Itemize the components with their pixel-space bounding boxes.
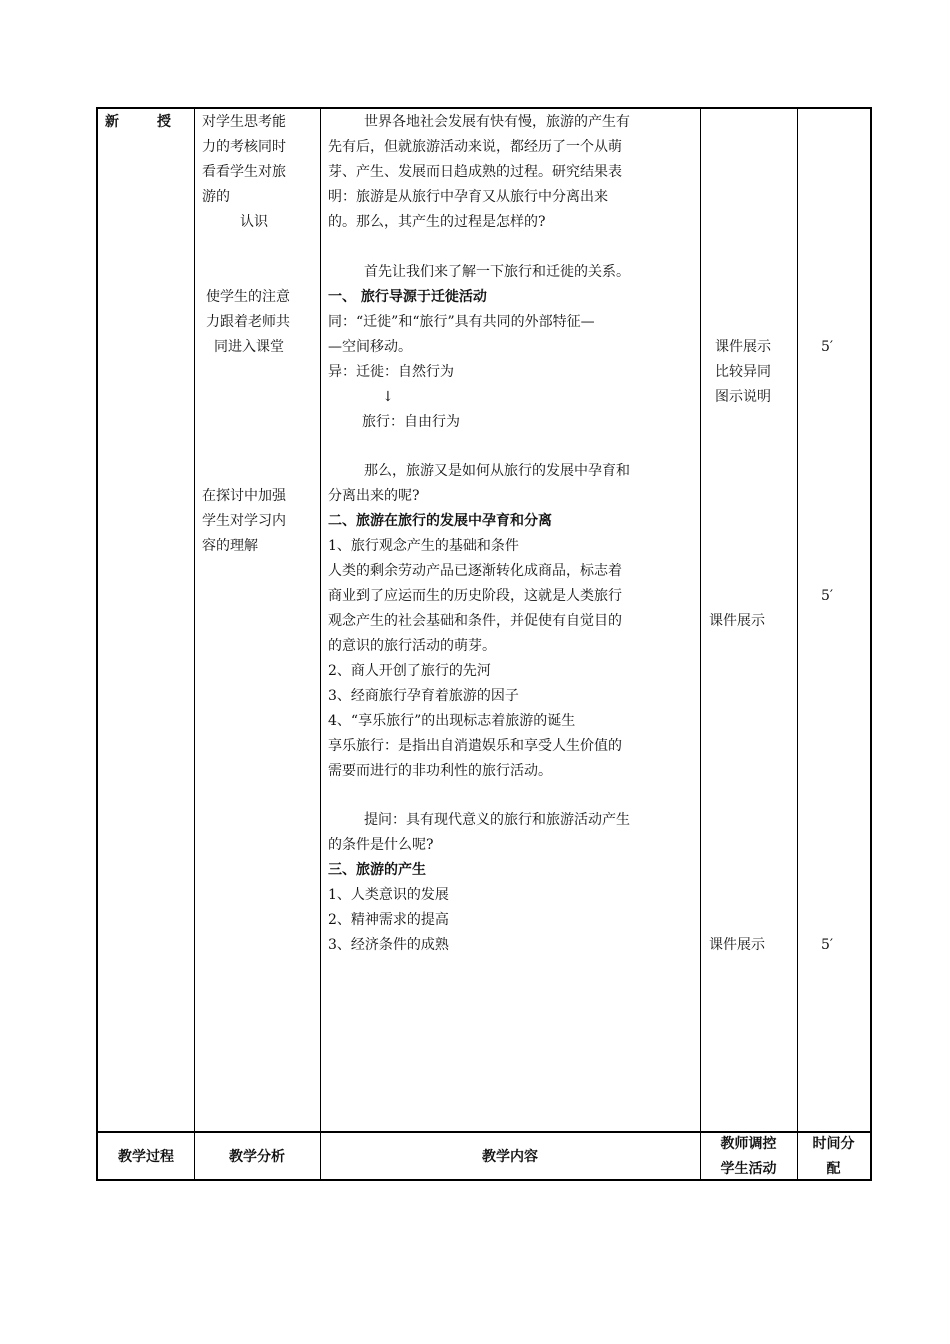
analysis-line: 力跟着老师共 (206, 314, 290, 330)
footer-header-time-2: 配 (826, 1161, 841, 1177)
column-divider (320, 109, 321, 1179)
analysis-line: 游的 (202, 189, 230, 205)
teacher-activity: 图示说明 (715, 389, 771, 405)
column-divider (797, 109, 798, 1179)
teacher-activity: 课件展示 (709, 613, 765, 629)
time-allocation: 5′ (821, 937, 834, 953)
time-allocation: 5′ (821, 339, 834, 355)
teacher-activity: 课件展示 (709, 937, 765, 953)
content-line: 芽、产生、发展而日趋成熟的过程。研究结果表 (328, 164, 622, 180)
content-line: 明：旅游是从旅行中孕育又从旅行中分离出来 (328, 189, 608, 205)
analysis-line: 同进入课堂 (214, 339, 284, 355)
footer-header-time-1: 时间分 (812, 1136, 855, 1152)
content-line: 先有后，但就旅游活动来说，都经历了一个从萌 (328, 139, 622, 155)
footer-header-teacher-2: 学生活动 (720, 1161, 777, 1177)
analysis-line: 力的考核同时 (202, 139, 286, 155)
footer-header-process: 教学过程 (118, 1149, 174, 1165)
content-line: 人类的剩余劳动产品已逐渐转化成商品，标志着 (328, 563, 622, 579)
content-line: 商业到了应运而生的历史阶段，这就是人类旅行 (328, 588, 622, 604)
content-line: 1、人类意识的发展 (328, 887, 449, 903)
content-line: 需要而进行的非功利性的旅行活动。 (328, 763, 552, 779)
analysis-line: 对学生思考能 (202, 114, 286, 130)
column-divider (194, 109, 195, 1179)
content-line: —空间移动。 (328, 339, 412, 355)
content-line: 旅行：自由行为 (362, 414, 460, 430)
footer-header-content: 教学内容 (482, 1149, 538, 1165)
content-line: 2、商人开创了旅行的先河 (328, 663, 491, 679)
content-line: 1、旅行观念产生的基础和条件 (328, 538, 519, 554)
column-divider (700, 109, 701, 1179)
teacher-activity: 比较异同 (715, 364, 771, 380)
teacher-activity: 课件展示 (715, 339, 771, 355)
analysis-line: 学生对学习内 (202, 513, 286, 529)
content-line: 分离出来的呢? (328, 488, 420, 504)
content-line: 世界各地社会发展有快有慢，旅游的产生有 (364, 114, 630, 130)
footer-header-teacher-1: 教师调控 (720, 1136, 777, 1152)
section-title: 二、旅游在旅行的发展中孕育和分离 (328, 513, 552, 529)
content-line: 首先让我们来了解一下旅行和迁徙的关系。 (364, 264, 630, 280)
content-line: 3、经济条件的成熟 (328, 937, 449, 953)
analysis-line: 认识 (240, 214, 268, 230)
analysis-line: 看看学生对旅 (202, 164, 286, 180)
section-title: 一、 旅行导源于迁徙活动 (328, 289, 487, 305)
section-title: 三、旅游的产生 (328, 862, 426, 878)
time-allocation: 5′ (821, 588, 834, 604)
stage-label-2: 授 (157, 114, 171, 130)
analysis-line: 在探讨中加强 (202, 488, 286, 504)
content-line: 的。那么，其产生的过程是怎样的? (328, 214, 546, 230)
content-line: 那么，旅游又是如何从旅行的发展中孕育和 (364, 463, 630, 479)
content-line: 同：“迁徙”和“旅行”具有共同的外部特征— (328, 314, 595, 330)
footer-header-analysis: 教学分析 (229, 1149, 285, 1165)
content-line: 3、经商旅行孕育着旅游的因子 (328, 688, 519, 704)
content-line: 的条件是什么呢? (328, 837, 434, 853)
content-line: 提问：具有现代意义的旅行和旅游活动产生 (364, 812, 630, 828)
content-line: 2、精神需求的提高 (328, 912, 449, 928)
arrow-down-icon: ↓ (382, 389, 394, 405)
analysis-line: 使学生的注意 (206, 289, 290, 305)
content-line: 享乐旅行：是指出自消遣娱乐和享受人生价值的 (328, 738, 622, 754)
content-line: 的意识的旅行活动的萌芽。 (328, 638, 496, 654)
stage-label-1: 新 (105, 114, 119, 130)
content-line: 4、“享乐旅行”的出现标志着旅游的诞生 (328, 713, 576, 729)
content-line: 观念产生的社会基础和条件，并促使有自觉目的 (328, 613, 622, 629)
content-line: 异：迁徙：自然行为 (328, 364, 454, 380)
analysis-line: 容的理解 (202, 538, 258, 554)
